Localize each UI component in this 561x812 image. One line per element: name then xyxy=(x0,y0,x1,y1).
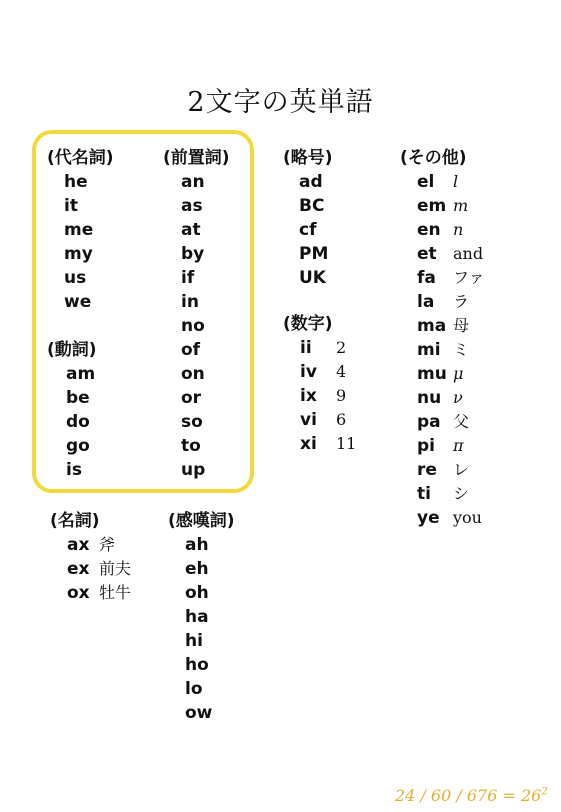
page-title: 2文字の英単語 xyxy=(187,87,374,118)
noun-word: ex xyxy=(67,559,90,579)
numeral-meaning: 2 xyxy=(336,338,347,357)
noun-meaning: 牡牛 xyxy=(99,583,132,602)
abbreviations-header: (略号) xyxy=(283,148,333,168)
nouns-header: (名詞) xyxy=(50,511,100,531)
noun-entry xyxy=(67,581,131,605)
noun-entry xyxy=(67,533,131,557)
other-entry xyxy=(417,242,485,266)
noun-entry xyxy=(67,557,131,581)
interjection-word: lo xyxy=(185,679,203,699)
interjection-word: ow xyxy=(185,703,213,723)
other-entry xyxy=(417,218,485,242)
other-entry xyxy=(417,458,485,482)
other-entry xyxy=(417,410,485,434)
other-entry xyxy=(417,170,485,194)
noun-word: ax xyxy=(67,535,90,555)
other-meaning: you xyxy=(453,508,482,527)
numeral-meaning: 6 xyxy=(336,410,347,429)
preposition-word: in xyxy=(181,292,199,312)
other-entry xyxy=(417,194,485,218)
other-word: el xyxy=(417,172,435,192)
other-entry xyxy=(417,506,485,530)
preposition-word: if xyxy=(181,268,195,288)
interjection-word: eh xyxy=(185,559,209,579)
other-meaning: ν xyxy=(453,388,463,407)
numeral-meaning: 11 xyxy=(336,434,357,453)
preposition-word: on xyxy=(181,364,205,384)
numeral-word: ix xyxy=(300,386,317,406)
interjection-word: ah xyxy=(185,535,209,555)
other-word: pa xyxy=(417,412,441,432)
preposition-word: or xyxy=(181,388,202,408)
other-entry xyxy=(417,362,485,386)
other-entry xyxy=(417,290,485,314)
preposition-word: up xyxy=(181,460,206,480)
other-word: en xyxy=(417,220,441,240)
abbreviation-word: ad xyxy=(299,172,323,192)
others-header: (その他) xyxy=(400,148,467,168)
other-word: mu xyxy=(417,364,447,384)
other-meaning: ミ xyxy=(453,340,470,359)
other-word: la xyxy=(417,292,435,312)
pronoun-word: he xyxy=(64,172,88,192)
other-entry xyxy=(417,434,485,458)
pronouns-header: (代名詞) xyxy=(47,148,114,168)
numeral-word: iv xyxy=(300,362,317,382)
noun-column xyxy=(50,509,131,605)
preposition-column xyxy=(163,146,230,482)
interjections-header: (感嘆詞) xyxy=(168,511,235,531)
pronoun-word: me xyxy=(64,220,94,240)
pronoun-word: it xyxy=(64,196,78,216)
other-word: pi xyxy=(417,436,435,456)
numeral-entry xyxy=(300,360,356,384)
verb-word: am xyxy=(66,364,96,384)
abbreviation-word: BC xyxy=(299,196,325,216)
abbreviation-word: cf xyxy=(299,220,317,240)
other-meaning: 父 xyxy=(453,412,470,431)
numeral-word: xi xyxy=(300,434,317,454)
numeral-entry xyxy=(300,432,356,456)
other-meaning: μ xyxy=(453,364,464,383)
handwritten-note: $24 / 60 / 676 = 26^2$ xyxy=(395,786,548,805)
other-words-column xyxy=(400,146,485,530)
other-word: em xyxy=(417,196,447,216)
interjection-word: hi xyxy=(185,631,203,651)
other-entry xyxy=(417,266,485,290)
other-entry xyxy=(417,338,485,362)
numeral-word: ii xyxy=(300,338,312,358)
noun-meaning: 斧 xyxy=(99,535,116,554)
other-word: nu xyxy=(417,388,442,408)
pronoun-word: my xyxy=(64,244,93,264)
other-meaning: ラ xyxy=(453,292,470,311)
other-word: ma xyxy=(417,316,447,336)
abbreviation-numeral-column xyxy=(283,146,356,456)
other-word: ti xyxy=(417,484,431,504)
numeral-meaning: 9 xyxy=(336,386,347,405)
interjection-word: ha xyxy=(185,607,209,627)
interjection-word: ho xyxy=(185,655,209,675)
other-word: et xyxy=(417,244,437,264)
verb-word: is xyxy=(66,460,82,480)
preposition-word: as xyxy=(181,196,203,216)
numeral-word: vi xyxy=(300,410,317,430)
numeral-entry xyxy=(300,384,356,408)
other-meaning: シ xyxy=(453,484,470,503)
other-word: ye xyxy=(417,508,440,528)
other-meaning: π xyxy=(453,436,464,455)
other-meaning: ファ xyxy=(453,268,485,287)
preposition-word: of xyxy=(181,340,201,360)
preposition-word: at xyxy=(181,220,201,240)
verb-word: go xyxy=(66,436,90,456)
other-meaning: n xyxy=(453,220,464,239)
interjection-column xyxy=(168,509,235,725)
other-entry xyxy=(417,314,485,338)
interjection-word: oh xyxy=(185,583,209,603)
verb-word: do xyxy=(66,412,90,432)
other-word: fa xyxy=(417,268,436,288)
verbs-header: (動詞) xyxy=(47,340,97,360)
numeral-entry xyxy=(300,336,356,360)
other-meaning: 母 xyxy=(453,316,470,335)
other-entry xyxy=(417,482,485,506)
verb-word: be xyxy=(66,388,90,408)
preposition-word: an xyxy=(181,172,205,192)
noun-meaning: 前夫 xyxy=(99,559,132,578)
pronoun-word: us xyxy=(64,268,87,288)
pronoun-verb-column xyxy=(47,146,114,482)
preposition-word: no xyxy=(181,316,205,336)
pronoun-word: we xyxy=(64,292,92,312)
numerals-header: (数字) xyxy=(283,314,333,334)
other-meaning: and xyxy=(453,244,484,263)
noun-word: ox xyxy=(67,583,90,603)
numeral-meaning: 4 xyxy=(336,362,347,381)
other-meaning: レ xyxy=(453,460,470,479)
abbreviation-word: UK xyxy=(299,268,326,288)
other-meaning: l xyxy=(453,172,459,191)
preposition-word: so xyxy=(181,412,203,432)
abbreviation-word: PM xyxy=(299,244,329,264)
preposition-word: to xyxy=(181,436,201,456)
preposition-word: by xyxy=(181,244,205,264)
other-meaning: m xyxy=(453,196,469,215)
other-word: re xyxy=(417,460,437,480)
other-word: mi xyxy=(417,340,441,360)
numeral-entry xyxy=(300,408,356,432)
prepositions-header: (前置詞) xyxy=(163,148,230,168)
other-entry xyxy=(417,386,485,410)
